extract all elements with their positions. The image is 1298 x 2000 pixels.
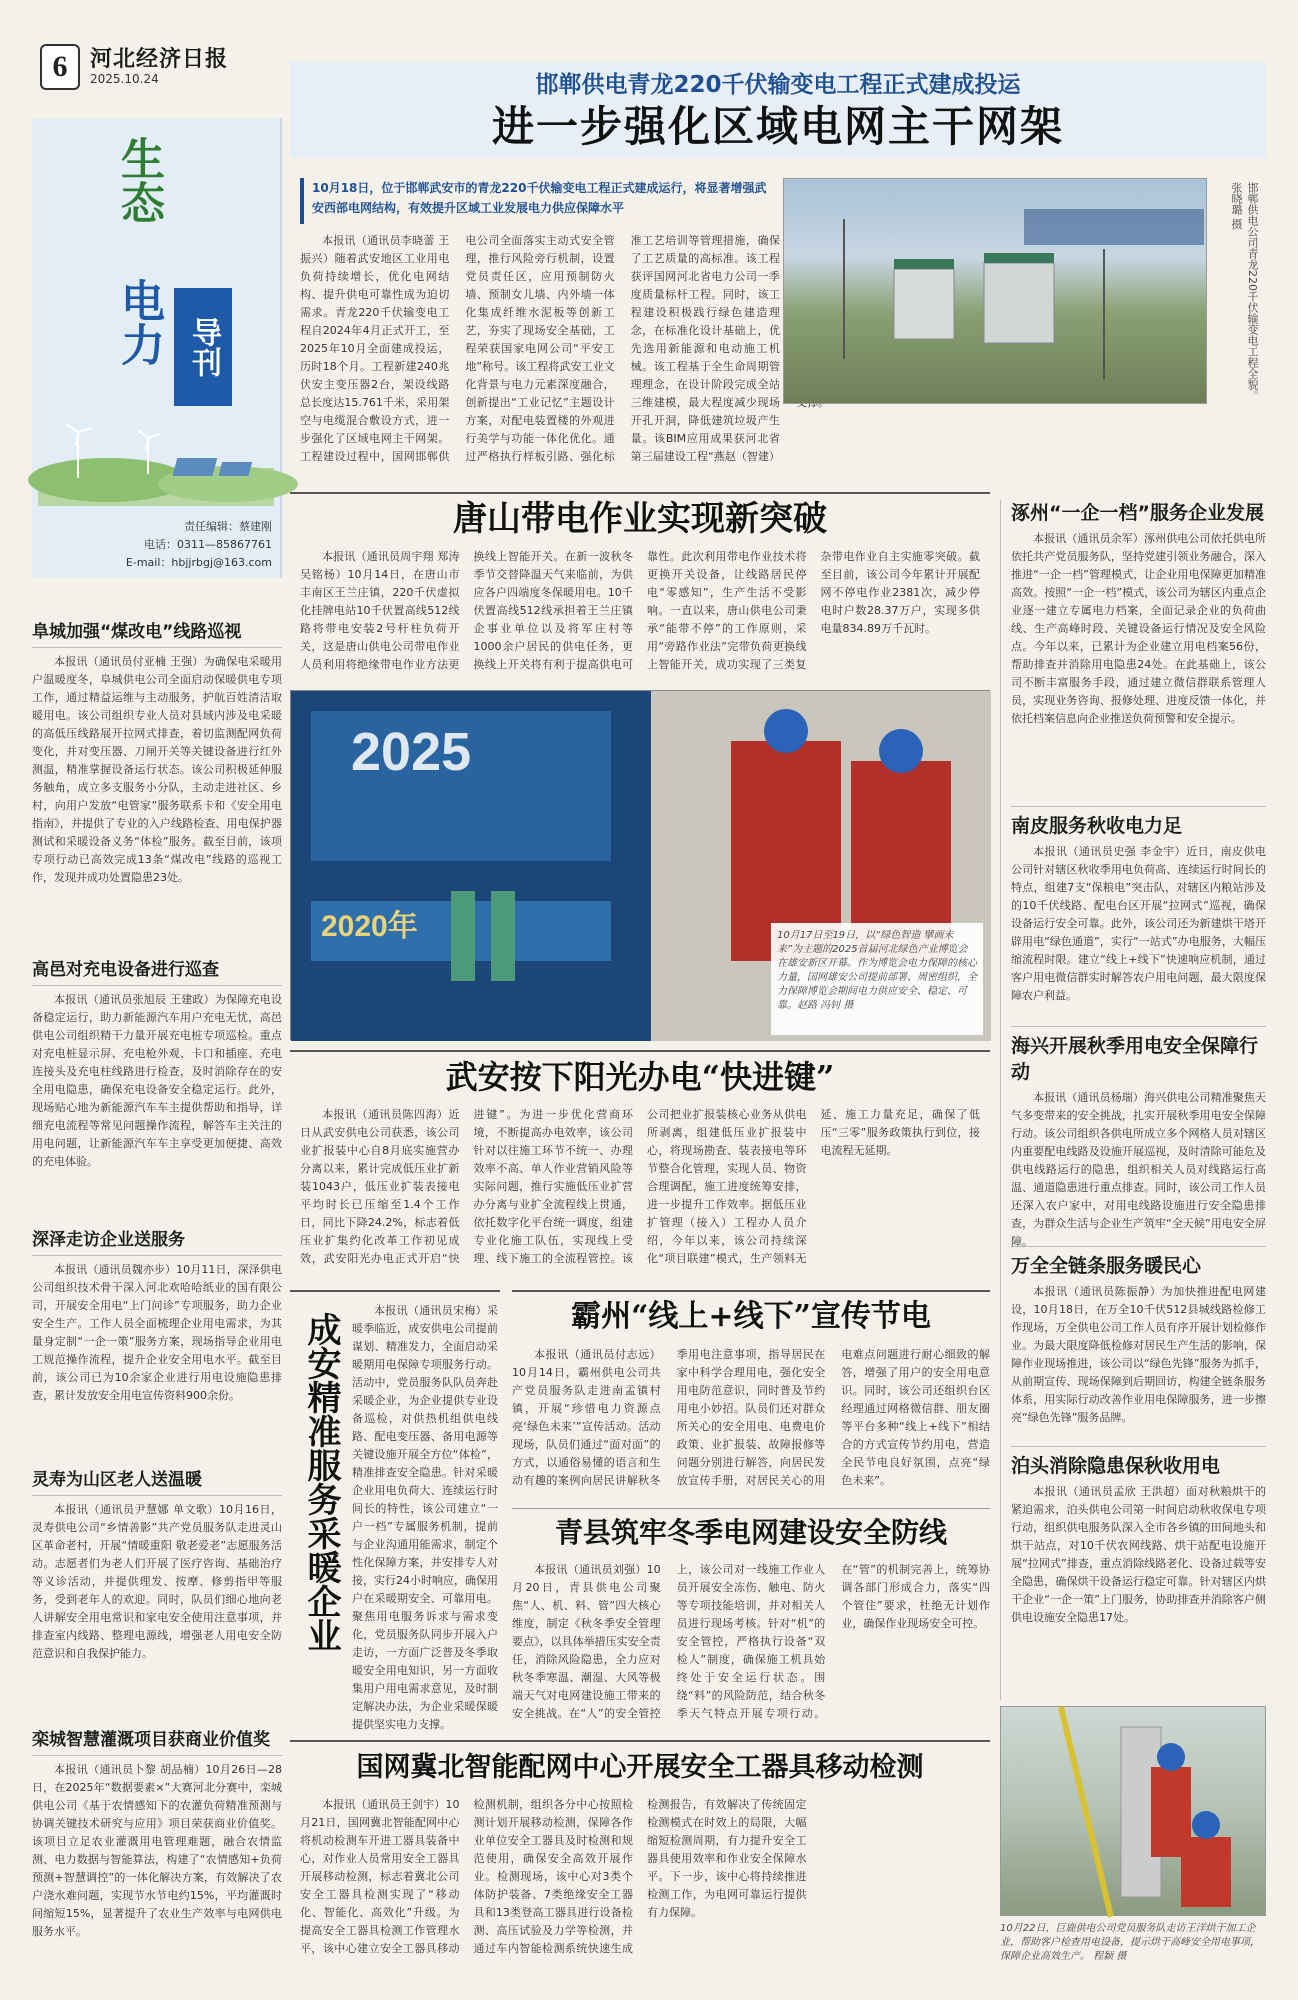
lead-header [290,62,1266,158]
rbrief-title: 南皮服务秋收电力足 [1011,815,1183,837]
brief-1 [32,620,282,950]
rbrief-body: 本报讯（通讯员孟欣 王洪超）面对秋粮烘干的紧迫需求，泊头供电公司第一时间启动秋收保电专项行动，组织供电服务队深入全市各乡镇的田间地头和烘干站点，对10千伏农网线路、烘干站配电设施开展“拉网式”排查，重点消除线路老化、设备过载等安全隐患，确保烘干设备运行稳定可靠。针对辖区内烘干企业“一企一策”上门服务，协助排查并消除客户侧供电设施安全隐患17处。 [1011,1485,1266,1624]
brief-body: 本报讯（通讯员付亚楠 王强）为确保电采暖用户温暖度冬，阜城供电公司全面启动保暖供电专项工作，通过精益运维与主动服务，护航百姓清洁取暖用电。该公司组织专业人员对县域内涉及电采暖的高低压线路展开拉网式排查，着切监测配网负荷变化，并对变压器、刀闸开关等关键设备进行红外测温，精准掌握设备运行状态。该公司积极延伸服务触角，成立多支服务小分队，主动走进社区、乡村，向用户发放“电管家”服务联系卡和《安全用电指南》，并提供了专业的入户线路检查、用电保护器测试和采暖设备义务“体检”服务。截至目前，该项专项行动已高效完成13条“煤改电”线路的巡视工作，发现并成功处置隐患23处。 [32,655,282,884]
section-sidebar [32,118,282,578]
brief-title: 高邑对充电设备进行巡查 [32,958,282,986]
expo-photo-caption [771,923,983,1035]
masthead [32,40,282,108]
lead-summary [300,178,770,224]
rbrief-title: 万全全链条服务暖民心 [1011,1255,1202,1277]
expo-photo [290,690,990,1040]
rbrief-title: 涿州“一企一档”服务企业发展 [1011,502,1264,524]
section-title-power: 电力 [113,278,164,366]
rbrief-1 [1011,500,1266,796]
stage-text-2025: 2025 [351,722,472,782]
brief-body: 本报讯（通讯员魏亦步）10月11日，深泽供电公司组织技术骨干深入河北欢哈哈纸业的国有限公司，开展安全用电“上门问诊”专项服务，助力企业安全生产。工作人员全面梳理企业用电需求，为其量身定制“一企一策”服务方案，现场指导企业用电工规范操作流程，提升企业安全用电水平。截至目前，该公司已为10余家企业进行用电设施隐患排查，累计发放安全用电宣传资料900余份。 [32,1263,282,1402]
wind-turbine-illustration [38,418,274,506]
brief-2 [32,958,282,1220]
tangshan-headline: 唐山带电作业实现新突破 [453,499,827,539]
rbrief-body: 本报讯（通讯员陈振静）为加快推进配电网建设，10月18日，在万全10千伏512县城线路检修工作现场，万全供电公司工作人员有序开展计划检修作业。为最大限度降低检修对居民生产生活的影响，保障作业现场推进，该公司以“绿色先锋”服务为抓手，从前期宣传、现场保障到后期回访，构建全链条服务体系，用实际行动改善作业用电保障服务，进一步擦亮“绿色先锋”服务品牌。 [1011,1285,1266,1424]
brief-5 [32,1728,282,1970]
rbrief-5 [1011,1446,1266,1676]
brief-title: 栾城智慧灌溉项目获商业价值奖 [32,1728,282,1756]
rbrief-body: 本报讯（通讯员史强 李金宇）近日，南皮供电公司针对辖区秋收季用电负荷高、连续运行时间长的特点，组建7支“保粮电”突击队，对辖区内粮站涉及的10千伏线路、配电台区开展“拉网式”巡视，确保设备运行安全可靠。此外，该公司还为新建烘干塔开辟用电“绿色通道”，实行“一站式”办电服务，大幅压缩流程时限。建立“线上+线下”快速响应机制，通过客户用电微信群实时解答农户用电问题，最大限度保障农户利益。 [1011,845,1266,1002]
tangshan-body: 本报讯（通讯员周宇翔 郑涛 吴铭杨）10月14日，在唐山市丰南区王兰庄镇，220千伏虚拟化挂牌电站10千伏置高线512线路将带电安装2号杆柱负荷开关，这是唐山供电公司带电作业人员利用将绝缘带电作业方法更换线上智能开关。在新一波秋冬季节交替降温天气来临前，为供应各户四端度冬保暖用电。10千伏置高线512线承担着王兰庄镇企事业单位以及将军庄村等1000余户居民的供电任务，更换线上开关将有利于提高供电可靠性。此次利用带电作业技术将更换开关设备，让线路居民停电“零感知”，生产生活不受影响。一直以来，唐山供电公司秉承“能带不停”的工作原则，采用“旁路作业法”完带负荷更换线上智能开关，成功实现了三类复杂带电作业自主实施零突破。截至目前，该公司今年累计开展配网不停电作业2381次，减少停电时户数28.37万户，实现多供电量834.89万千瓦时。 [300,550,980,671]
page-number-box [40,44,80,90]
chengan-headline: 成安精准服务采暖企业 [301,1312,341,1652]
left-briefs [32,620,282,1970]
bazhou-body: 本报讯（通讯员付志远）10月14日，霸州供电公司共产党员服务队走进南孟镇村镇，开展“珍惜电力资源点亮‘绿色未来’”宣传活动。活动现场，队员们通过“面对面”的方式，以通俗易懂的语言和生动有趣的案例向居民讲解秋冬季用电注意事项，指导居民在家中科学合理用电，强化安全用电防范意识，同时普及节约用电小妙招。队员们还对群众所关心的安全用电、电费电价政策、业扩报装、故障报修等问题分别进行解答，向居民发放宣传手册，对居民关心的用电难点问题进行耐心细致的解答，增强了用户的安全用电意识。同时，该公司还组织台区经理通过网格微信群、朋友圈等平台多种“线上+线下”相结合的方式宣传节约用电，营造全民节电良好氛围，点亮“绿色未来”。 [512,1348,990,1487]
chengan-body: 本报讯（通讯员宋梅）采暖季临近，成安供电公司提前谋划、精准发力，全面启动采暖期用电保障专项服务行动。活动中，党员服务队队员奔赴采暖企业，为企业提供专业设备巡检，对供热机组供电线路、配电变压器、备用电源等关键设施开展全方位“体检”，精准排查安全隐患。针对采暖企业用电负荷大、连续运行时间长的特性，该公司建立“一户一档”专属服务机制，提前与企业沟通用能需求，制定个性化保障方案，并安排专人对接，实行24小时响应，确保用户在采暖期安全、可靠用电。聚焦用电服务诉求与需求变化，党员服务队同步开展入户走访，一方面广泛普及冬季取暖安全用电知识，另一方面收集用户用电需求意见，及时制定解决办法，为企业采暖保暖提供坚实电力支撑。 [352,1304,498,1731]
rbrief-body: 本报讯（通讯员余军）涿州供电公司依托供电所依托共产党员服务队，坚持党建引领业务融合，深入推进“一企一档”管理模式，让企业用电保障更加精准高效。按照“一企一档”模式，该公司为辖区内重点企业逐一建立专属电力档案，全面记录企业的负荷曲线、生产高峰时段、关键设备运行情况及安全风险点。今年以来，已累计为企业建立用电档案56份，帮助排查并消除用电隐患24处。在此基础上，该公司不断丰富服务手段，通过建立微信群联系管理人员，实现业务咨询、报修处理、进度反馈一体化，并依托档案信息向企业推送负荷预警和安全提示。 [1011,532,1266,725]
page-number: 6 [52,50,68,83]
brief-body: 本报讯（通讯员卜黎 胡品楠）10月26日—28日，在2025年“数据要素×”大赛河北分赛中，栾城供电公司《基于农情感知下的农灌负荷精准预测与协调关键技术研究与应用》项目荣获商业价值奖。该项目立足农业灌溉用电管理难题，融合农情监测、电力数据与智能算法，构建了“农情感知+负荷预测+智慧调控”的一体化解决方案，有效解决了农户浇水难问题，实现节水节电约15%，平均灌溉时间缩短15%，显著提升了农业生产效率与电网供电服务水平。 [32,1763,282,1938]
lead-body-tail [783,410,1263,482]
rbrief-title: 海兴开展秋季用电安全保障行动 [1011,1035,1259,1083]
brief-4 [32,1468,282,1720]
brief-3 [32,1228,282,1460]
brief-title: 深泽走访企业送服务 [32,1228,282,1256]
lead-headline: 进一步强化区域电网主干网架 [491,102,1064,151]
bottom-headline: 国网冀北智能配网中心开展安全工器具移动检测 [356,1752,924,1783]
brief-body: 本报讯（通讯员张旭辰 王建政）为保障充电设备稳定运行，助力新能源汽车用户充电无忧，高邑供电公司组织精干力量开展充电桩专项巡检。重点对充电桩显示屏、充电枪外观、卡口和插座、充电连接头及充电柱线路进行检查，及时消除存在的安全用电隐患，确保充电设备安全稳定运行。此外，现场贴心地为新能源汽车车主提供帮助和指导，详细充电流程等常见问题操作流程，解答车主关注的用电问题，让新能源汽车车主享受更加便捷、高效的充电体验。 [32,993,282,1168]
wuan-section [290,1050,990,1280]
rbrief-4 [1011,1246,1266,1436]
lead-kicker: 邯郸供电青龙220千伏输变电工程正式建成投运 [535,72,1021,98]
rbrief-title: 泊头消除隐患保秋收用电 [1011,1455,1221,1477]
rbrief-3 [1011,1026,1266,1248]
paper-name: 河北经济日报 [90,46,229,72]
wuan-body: 本报讯（通讯员陈四海）近日从武安供电公司获悉，该公司业扩报装中心自8月底实施营办分离以来，累计完成低压业扩新装1043户，低压业扩装表接电平均时长已压缩至1.4个工作日，同比下降24.2%，标志着低压业扩集约化改革工作初见成效，武安阳光办电正式开启“快进键”。为进一步优化营商环境，不断提高办电效率，该公司针对以往施工环节不统一、办理效率不高、单人作业营销风险等实际问题，推行实施低压业扩营办分离与业扩全流程线上贯通，依托数字化平台统一调度，组建专业化施工队伍，实现线上受理、线下施工的全流程管控。该公司把业扩报装核心业务从供电所剥离，组建低压业扩报装中心，将现场勘查、装表接电等环节整合化管理，实现人员、物资合理调配，施工进度统筹安排，进一步提升工作效率。据低压业扩管理（接入）工程办人员介绍，今年以来，该公司持续深化“项目联建”模式，生产领料无延、施工力量充足，确保了低压“三零”服务政策执行到位，接电流程无延期。 [300,1108,980,1265]
section-title-ecology: 生态 [113,136,164,224]
lead-photo-caption: 邯郸供电公司青龙220千伏输变电工程全貌。张晓璐 摄 [1230,182,1259,401]
qingxian-section [512,1508,990,1730]
lead-summary-text: 10月18日，位于邯郸武安市的青龙220千伏输变电工程正式建成运行，将显著增强武安西部电网结构，有效提升区域工业发展电力供应保障水平 [312,181,767,215]
bottom-photo-caption: 10月22日，巨鹿供电公司党员服务队走访王洋烘干加工企业，帮助客户检查用电设备，提示烘干高峰安全用电事项，保障企业高效生产。 程颖 摄 [1000,1923,1260,1962]
qingxian-headline: 青县筑牢冬季电网建设安全防线 [554,1516,947,1549]
bazhou-headline: 霸州“线上+线下”宣传节电 [571,1299,931,1334]
lead-photo [783,178,1207,404]
lead-body-upper [300,232,780,480]
bottom-photo [1000,1706,1266,1916]
bazhou-section [512,1290,990,1500]
bottom-section [290,1740,990,1980]
issue-date: 2025.10.24 [90,72,159,86]
rbrief-2 [1011,806,1266,1016]
substation-illustration [784,179,1208,405]
tangshan-section [290,492,990,682]
bottom-body: 本报讯（通讯员王剑宇）10月21日，国网冀北智能配网中心将机动检测车开进工器具装备中心，对作业人员常用安全工器具开展移动检测，标志着冀北公司安全工器具检测实现了“移动化、智能化、高效化”升级。为提高安全工器具检测工作管理水平，该中心建立安全工器具移动检测机制，组织各分中心按照检测计划开展移动检测，保障各作业单位安全工器具及时检测和规范使用，确保安全高效开展作业。检测现场，该中心对3类个体防护装备、7类绝缘安全工器具和13类登高工器具进行设备检测、高压试验及力学等检测，并通过车内智能检测系统快速生成检测报告，有效解决了传统固定检测模式在时效上的局限，大幅缩短检测周期，有力提升安全工器具使用效率和作业安全保障水平。下一步，该中心将持续推进检测工作，为电网可靠运行提供有力保障。 [300,1798,807,1955]
chengan-section [290,1290,500,1730]
editor-email: E-mail：hbjjrbgj@163.com [125,556,272,569]
editor-credit: 责任编辑：蔡建刚 [184,520,272,533]
lead-body-text: 本报讯（通讯员李晓蕾 王振兴）随着武安地区工业用电负荷持续增长，优化电网结构、提升供电可靠性成为迫切需求。青龙220千伏输变电工程自2024年4月正式开工，至2025年10月全面建成投运，历时18个月。工程新建240兆伏安主变压器2台，架设线路总长度达15.761千米，采用架空与电缆混合敷设方式，进一步强化了区域电网主干网架。工程建设过程中，国网邯郸供电公司全面落实主动式安全管理，推行风险旁行机制，设置党员责任区，应用预制防火墙、预制女儿墙、内外墙一体化集成纤维水泥板等创新工艺，夯实了现场安全基础，工程荣获国家电网公司“平安工地”称号。该工程将武安工业文化背景与电力元素深度融合，创新提出“工业记忆”主题设计方案，对配电装置楼的外观进行美学与功能一体化优化。通过严格执行样板引路、强化标准工艺培训等管理措施，确保了工艺质量的高标准。该工程获评国网河北省电力公司一季度质量标杆工程。同时，该工程建设积极践行绿色建造理念，在标准化设计基础上，优先选用新能源和电动施工机械。该工程基于全生命周期管理理念，在设计阶段完成全站三维建模，最大程度减少现场开孔开洞，降低建筑垃圾产生量。该BIM应用成果获河北省第三届建设工程“燕赵（智建） [300,234,780,463]
brief-body: 本报讯（通讯员尹慧娜 单文歌）10月16日，灵寿供电公司“乡情善影”共产党员服务队走进灵山区革命老村，开展“情暖重阳 敬老爱老”志愿服务活动。志愿者们为老人们开展了医疗咨询、基础治疗等义诊活动，并提供理发、按摩、修剪指甲等服务，受到老年人的欢迎。同时，队员们细心地向老人讲解安全用电常识和家电安全使用注意事项，并排查室内线路、整理电源线，增强老人用电安全防范意识和自我保护能力。 [32,1503,282,1660]
wuan-headline: 武安按下阳光办电“快进键” [445,1058,835,1096]
lead-body-lower [783,410,1263,482]
workers-illustration [1001,1707,1267,1917]
brief-title: 灵寿为山区老人送温暖 [32,1468,282,1496]
editor-phone: 电话：0311—85867761 [144,538,272,551]
right-briefs [1000,500,1266,1700]
rbrief-body: 本报讯（通讯员杨瑞）海兴供电公司精准聚焦天气多变带来的安全挑战，扎实开展秋季用电安全保障行动。该公司组织各供电所成立多个网格人员对辖区内重要配电线路及设施开展巡视，及时清除可能危及供电线路运行的隐患，组织相关人员对线路运行高温、通道隐患进行重点排查。同时，该公司工作人员还深入农户家中，对用电线路设施进行安全隐患排查，为群众生活与企业生产筑牢“全天候”用电安全屏障。 [1011,1091,1266,1248]
section-badge: 导刊 [174,288,232,406]
stage-text-2020: 2020年 [321,910,418,943]
brief-title: 阜城加强“煤改电”线路巡视 [32,620,282,648]
qingxian-body: 本报讯（通讯员刘强）10月20日，青县供电公司聚焦“人、机、料、管”四大核心维度，制定《秋冬季安全管理要点》，以具体举措压实安全责任，消除风险隐患，全力应对秋冬季寒温、潮湿、大风等极端天气对电网建设施工带来的安全挑战。在“人”的安全管控上，该公司对一线施工作业人员开展安全冻伤、触电、防火等专项技能培训，并对相关人员进行现场考核。针对“机”的安全管控，严格执行设备“双检人”制度，确保施工机具始终处于安全运行状态。围绕“料”的风险防范，结合秋冬季天气特点开展专项行动。在“管”的机制完善上，统筹协调各部门形成合力，落实“四个管住”要求，杜绝无计划作业，确保作业现场安全可控。 [512,1563,990,1720]
expo-caption-text: 10月17日至19日，以“绿色智造 擘画未来”为主题的2025首届河北绿色产业博览会在雄安新区开幕。作为博览会电力保障的核心力量，国网雄安公司提前部署、周密组织，全力保障博览会期间电力供应安全、稳定、可靠。赵路 冯钊 摄 [777,930,977,1011]
